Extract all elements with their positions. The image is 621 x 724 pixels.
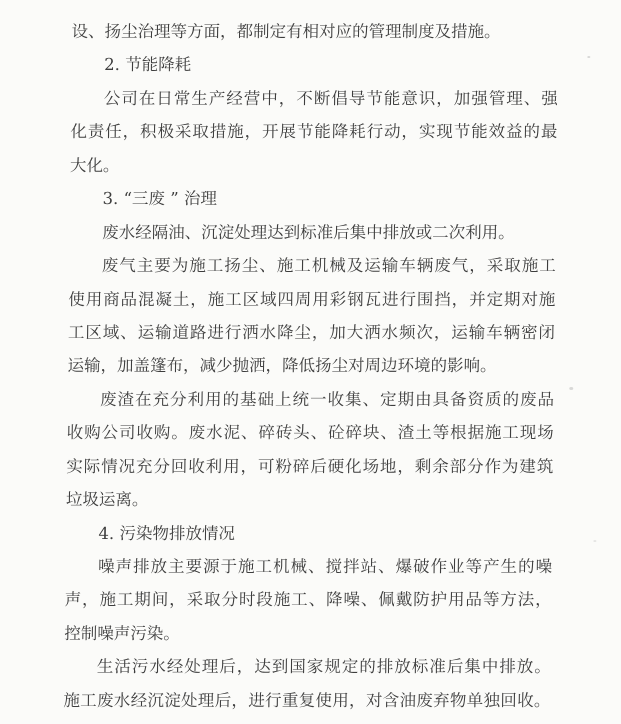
text-line: 生活污水经处理后，达到国家规定的排放标准后集中排放。 [96,657,551,677]
section-heading [69,182,556,215]
paragraph [66,383,555,517]
paragraph [67,249,556,383]
heading-line: 2. 节能降耗 [104,55,192,75]
paragraph [69,216,556,249]
scan-speckle [569,387,573,390]
scan-speckle [587,56,590,58]
text-line: 声，施工期间，采取分时段施工、降噪、佩戴防护用品等方法， [64,590,552,610]
text-line: 废渣在充分利用的基础上统一收集、定期由具备资质的废品 [100,389,555,409]
section-heading [65,517,552,550]
text-line: 化责任，积极采取措施，开展节能降耗行动，实现节能效益的最 [70,122,558,142]
text-line: 噪声排放主要源于施工机械、搅拌站、爆破作业等产生的噪 [97,557,553,576]
paragraph [71,15,558,48]
text-line: 废水经隔油、沉淀处理达到标准后集中排放或二次利用。 [102,222,515,242]
paragraph [63,650,551,717]
text-line: 大化。 [69,155,120,175]
text-line: 收购公司收购。废水泥、碎砖头、砼碎块、渣土等根据施工现场 [66,423,554,443]
text-line: 控制噪声污染。 [64,623,180,643]
text-line: 废气主要为施工扬尘、施工机械及运输车辆废气，采取施工 [101,256,556,276]
text-line: 设、扬尘治理等方面，都制定有相对应的管理制度及措施。 [71,22,501,41]
text-line: 实际情况充分回收利用，可粉碎后硬化场地，剩余部分作为建筑 [66,456,554,476]
heading-line: 3. “三废 ” 治理 [102,189,218,209]
text-line: 垃圾运离。 [65,490,149,510]
paragraph [64,550,552,650]
text-line: 运输，加盖篷布，减少抛洒，降低扬尘对周边环境的影响。 [67,356,497,376]
document-content [63,15,559,717]
text-line: 工区域、运输道路进行洒水降尘，加大洒水频次，运输车辆密闭 [67,322,556,342]
text-line: 使用商品混凝土，施工区域四周用彩钢瓦进行围挡，并定期对施 [68,289,556,309]
scan-speckle [593,540,596,542]
paragraph [70,82,558,182]
text-line: 公司在日常生产经营中，不断倡导节能意识，加强管理、强 [103,88,558,108]
heading-line: 4. 污染物排放情况 [98,523,236,543]
section-heading [71,48,558,81]
text-line: 施工废水经沉淀处理后，进行重复使用，对含油废弃物单独回收。 [63,690,551,710]
